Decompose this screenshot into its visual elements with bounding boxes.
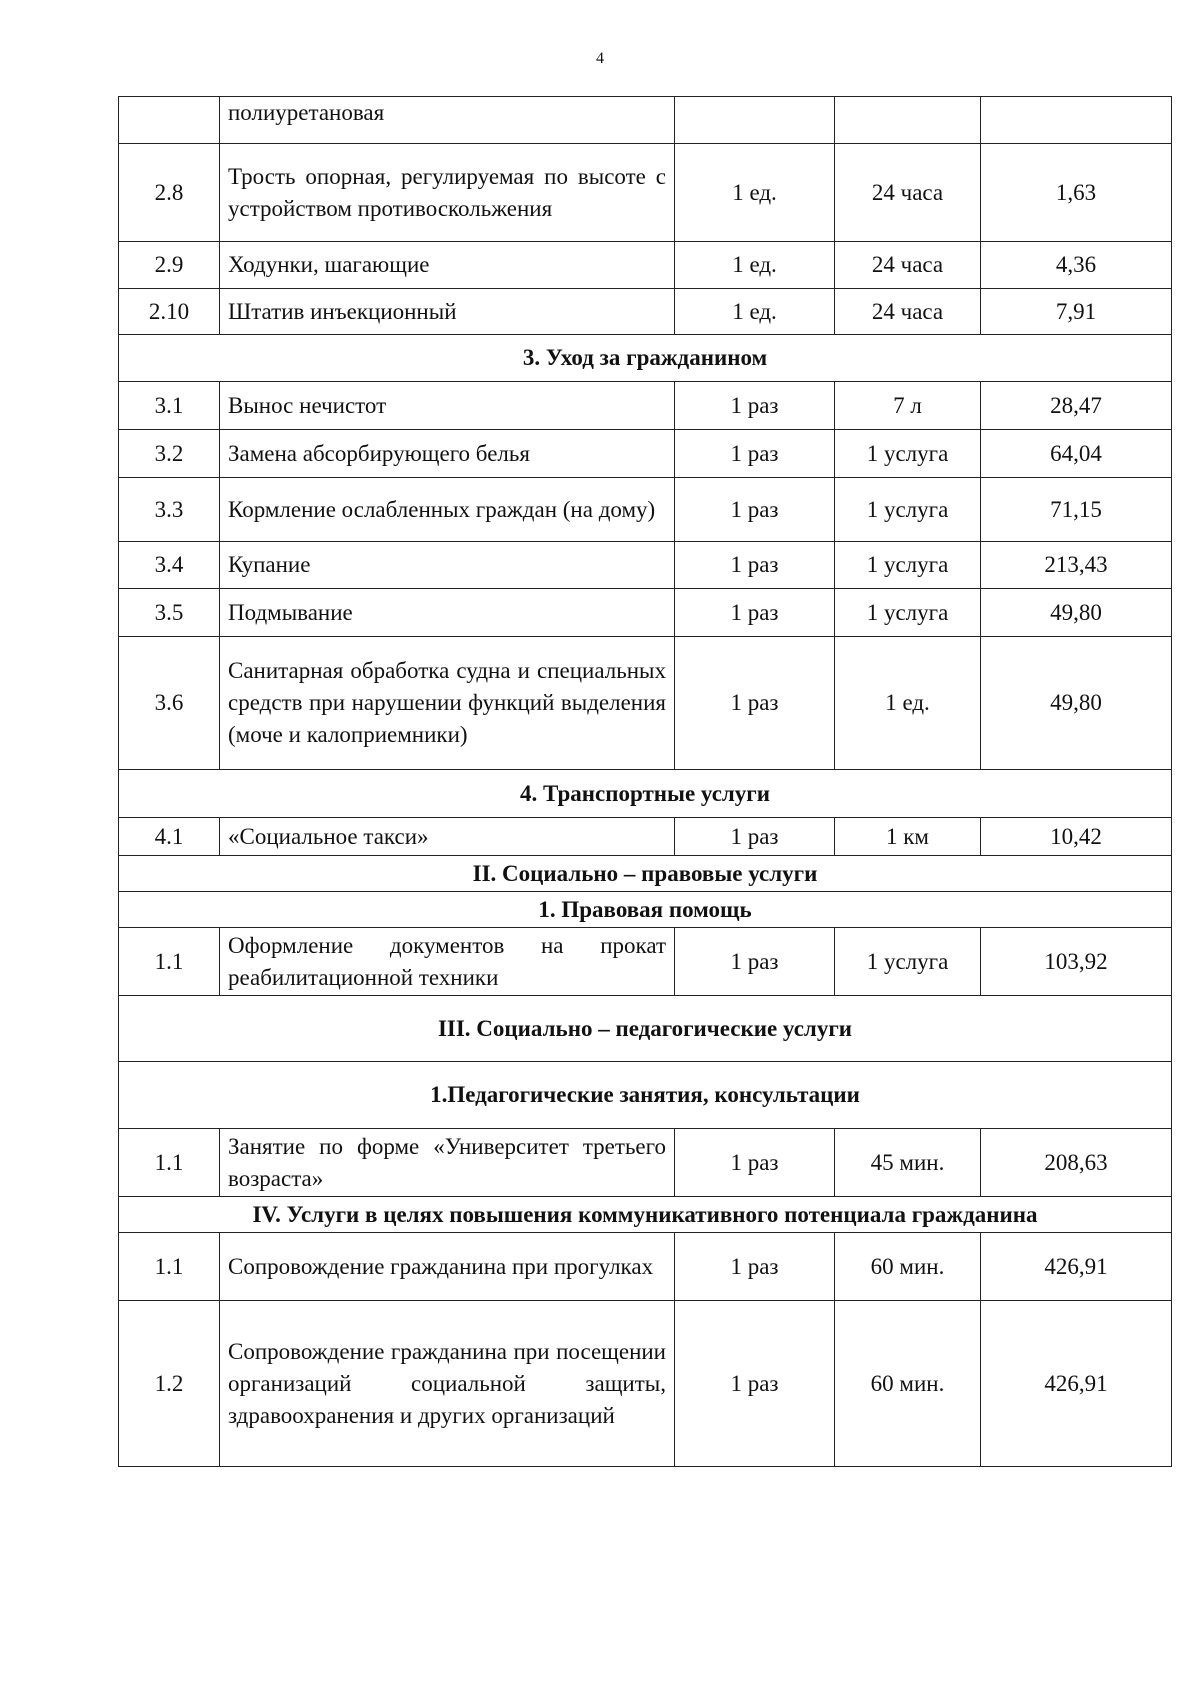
row-number: 1.1 (119, 1129, 220, 1197)
section-row (119, 856, 1172, 892)
service-name: Кормление ослабленных граждан (на дому) (220, 478, 675, 542)
service-price: 208,63 (981, 1129, 1172, 1197)
section-heading: 1.Педагогические занятия, консультации (119, 1062, 1172, 1129)
service-period: 7 л (835, 382, 981, 430)
service-price: 10,42 (981, 818, 1172, 856)
service-period: 24 часа (835, 289, 981, 335)
row-number: 2.9 (119, 242, 220, 289)
service-unit: 1 ед. (675, 289, 835, 335)
service-period (835, 97, 981, 144)
service-name: Вынос нечистот (220, 382, 675, 430)
table-row (119, 1129, 1172, 1197)
service-unit: 1 раз (675, 1233, 835, 1301)
services-price-table (118, 96, 1172, 1467)
row-number: 4.1 (119, 818, 220, 856)
table-row (119, 382, 1172, 430)
service-period: 1 услуга (835, 542, 981, 589)
row-number: 3.2 (119, 430, 220, 478)
service-price: 49,80 (981, 637, 1172, 770)
service-period: 60 мин. (835, 1301, 981, 1467)
service-price: 64,04 (981, 430, 1172, 478)
table-row (119, 478, 1172, 542)
service-period: 1 ед. (835, 637, 981, 770)
section-heading: IV. Услуги в целях повышения коммуникативного потенциала гражданина (119, 1197, 1172, 1233)
service-period: 60 мин. (835, 1233, 981, 1301)
service-name: полиуретановая (220, 97, 675, 144)
row-number: 1.1 (119, 1233, 220, 1301)
row-number: 3.4 (119, 542, 220, 589)
service-unit: 1 раз (675, 1129, 835, 1197)
table-row (119, 242, 1172, 289)
section-row (119, 892, 1172, 928)
service-unit: 1 раз (675, 928, 835, 996)
section-row (119, 996, 1172, 1062)
table-row (119, 637, 1172, 770)
row-number: 1.1 (119, 928, 220, 996)
section-heading: 3. Уход за гражданином (119, 335, 1172, 382)
service-name: Трость опорная, регулируемая по высоте с устройством противоскольжения (220, 144, 675, 242)
table-row (119, 430, 1172, 478)
service-name: Ходунки, шагающие (220, 242, 675, 289)
section-row (119, 1197, 1172, 1233)
table-row (119, 589, 1172, 637)
service-unit: 1 раз (675, 637, 835, 770)
service-name: Сопровождение гражданина при посещении организаций социальной защиты, здравоохранения и других организаций (220, 1301, 675, 1467)
service-period: 45 мин. (835, 1129, 981, 1197)
service-unit: 1 раз (675, 478, 835, 542)
service-period: 24 часа (835, 144, 981, 242)
section-row (119, 1062, 1172, 1129)
service-name: Сопровождение гражданина при прогулках (220, 1233, 675, 1301)
service-unit: 1 раз (675, 430, 835, 478)
row-number: 2.10 (119, 289, 220, 335)
section-heading: 4. Транспортные услуги (119, 770, 1172, 818)
service-name: «Социальное такси» (220, 818, 675, 856)
section-heading: II. Социально – правовые услуги (119, 856, 1172, 892)
row-number: 3.3 (119, 478, 220, 542)
service-price (981, 97, 1172, 144)
service-unit: 1 ед. (675, 144, 835, 242)
service-name: Замена абсорбирующего белья (220, 430, 675, 478)
row-number: 3.1 (119, 382, 220, 430)
service-name: Занятие по форме «Университет третьего возраста» (220, 1129, 675, 1197)
service-price: 4,36 (981, 242, 1172, 289)
section-heading: III. Социально – педагогические услуги (119, 996, 1172, 1062)
service-period: 1 услуга (835, 478, 981, 542)
table-row (119, 1301, 1172, 1467)
service-unit (675, 97, 835, 144)
table-row (119, 818, 1172, 856)
service-period: 24 часа (835, 242, 981, 289)
service-name: Купание (220, 542, 675, 589)
service-unit: 1 ед. (675, 242, 835, 289)
service-name: Оформление документов на прокат реабилитационной техники (220, 928, 675, 996)
service-price: 71,15 (981, 478, 1172, 542)
service-price: 1,63 (981, 144, 1172, 242)
page-number: 4 (596, 50, 604, 67)
section-row (119, 335, 1172, 382)
table-row (119, 928, 1172, 996)
service-price: 426,91 (981, 1233, 1172, 1301)
row-number: 2.8 (119, 144, 220, 242)
table-row (119, 97, 1172, 144)
service-unit: 1 раз (675, 1301, 835, 1467)
table-row (119, 542, 1172, 589)
row-number: 3.6 (119, 637, 220, 770)
service-price: 213,43 (981, 542, 1172, 589)
service-unit: 1 раз (675, 542, 835, 589)
service-name: Санитарная обработка судна и специальных средств при нарушении функций выделения (моче и калоприемники) (220, 637, 675, 770)
table-row (119, 144, 1172, 242)
row-number (119, 97, 220, 144)
service-period: 1 услуга (835, 928, 981, 996)
service-price: 28,47 (981, 382, 1172, 430)
service-period: 1 услуга (835, 589, 981, 637)
service-name: Подмывание (220, 589, 675, 637)
service-price: 7,91 (981, 289, 1172, 335)
row-number: 1.2 (119, 1301, 220, 1467)
row-number: 3.5 (119, 589, 220, 637)
service-unit: 1 раз (675, 589, 835, 637)
section-row (119, 770, 1172, 818)
service-period: 1 км (835, 818, 981, 856)
service-unit: 1 раз (675, 818, 835, 856)
service-name: Штатив инъекционный (220, 289, 675, 335)
service-unit: 1 раз (675, 382, 835, 430)
service-period: 1 услуга (835, 430, 981, 478)
table-row (119, 289, 1172, 335)
service-price: 49,80 (981, 589, 1172, 637)
table-row (119, 1233, 1172, 1301)
section-heading: 1. Правовая помощь (119, 892, 1172, 928)
service-price: 426,91 (981, 1301, 1172, 1467)
service-price: 103,92 (981, 928, 1172, 996)
